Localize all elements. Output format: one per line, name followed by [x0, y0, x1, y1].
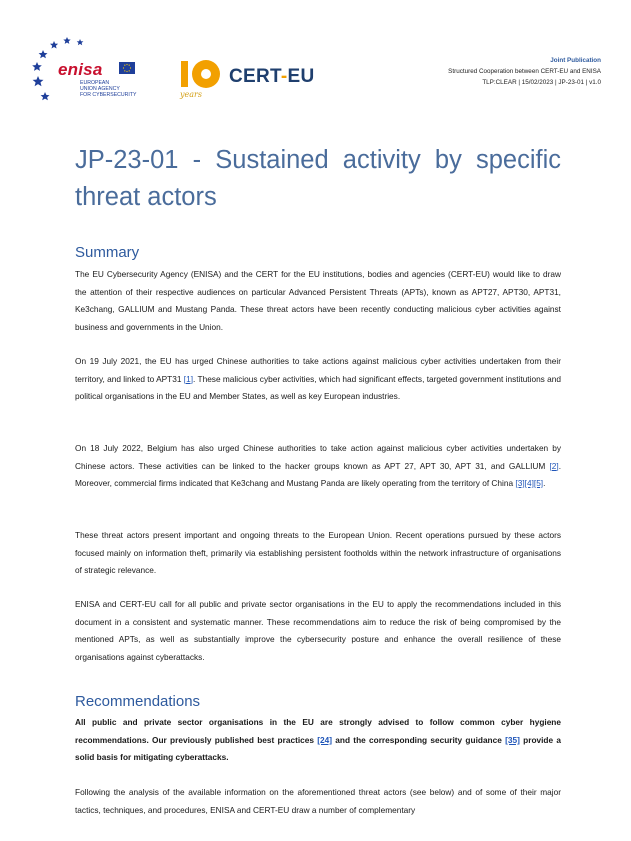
summary-heading: Summary	[75, 244, 140, 261]
enisa-wordmark: enisa	[58, 60, 103, 79]
publication-meta	[448, 55, 601, 89]
recommendations-paragraph-1: All public and private sector organisations in the EU are strongly advised to follow common cyber hygiene recommendations. Our previously published best practices [24] and the corresponding security guidance [35] provide a solid basis for mitigating cyberattacks.	[75, 717, 561, 763]
publication-cooperation: Structured Cooperation between CERT-EU and ENISA	[448, 68, 601, 76]
eu-flag-icon	[119, 62, 135, 74]
summary-paragraph-1: The EU Cybersecurity Agency (ENISA) and the CERT for the EU institutions, bodies and agencies (CERT-EU) would like to draw the attention of their respective audiences on particular Advanced Persistent Threats (APTs), known as APT27, APT30, APT31, Ke3chang, GALLIUM and Mustang Panda. These threat actors have been recently conducting malicious cyber activities against business and governments in the Union.	[75, 269, 561, 332]
publication-tlp-date-version: TLP:CLEAR | 15/02/2023 | JP-23-01 | v1.0	[482, 79, 601, 87]
summary-paragraph-4: These threat actors present important and ongoing threats to the European Union. Recent operations pursued by these actors focused mainly on information theft, primarily via establishing persistent footholds within the network infrastructure of organisations of strategic relevance.	[75, 530, 561, 576]
recommendations-paragraph-2: Following the analysis of the available information on the aforementioned threat actors (see below) and of some of their major tactics, techniques, and procedures, ENISA and CERT-EU draw a number of complementary	[75, 787, 561, 815]
reference-link-24[interactable]: [24]	[317, 734, 333, 745]
enisa-subtitle: EUROPEAN UNION AGENCY FOR CYBERSECURITY	[80, 80, 137, 99]
publication-type: Joint Publication	[550, 57, 601, 64]
document-title: JP-23-01 - Sustained activity by specific threat actors	[75, 146, 561, 211]
reference-link-3[interactable]: [3]	[515, 478, 525, 489]
reference-link-5[interactable]: [5]	[533, 478, 544, 489]
years-script: years	[180, 90, 202, 99]
summary-paragraph-5: ENISA and CERT-EU call for all public and private sector organisations in the EU to apply the recommendations included in this document in a consistent and systematic manner. These recommendations aim to reduce the risk of being compromised by the mentioned APTs, as well as substantially improve the cybersecurity posture and enhance the overall resilience of these organisations against cyberattacks.	[75, 599, 561, 662]
reference-link-4[interactable]: [4]	[524, 478, 534, 489]
reference-link-35[interactable]: [35]	[505, 734, 520, 745]
certeu-wordmark: CERT-EU	[229, 66, 315, 87]
reference-link-2[interactable]: [2]	[549, 460, 559, 471]
reference-link-1[interactable]: [1]	[183, 373, 194, 384]
recommendations-heading: Recommendations	[75, 693, 201, 710]
summary-paragraph-2: On 19 July 2021, the EU has urged Chinese authorities to take actions against malicious cyber activities undertaken from their territory, and linked to APT31 [1]. These malicious cyber activities, which had significant effects, targeted government institutions and political organisations in the EU and Member States, as well as key European industries.	[75, 356, 561, 402]
summary-paragraph-3: On 18 July 2022, Belgium has also urged Chinese authorities to take action against malicious cyber activities undertaken by Chinese actors. These activities can be linked to the hacker groups known as APT 27, APT 30, APT 31, and GALLIUM [2]. Moreover, commercial firms indicated that Ke3chang and Mustang Panda are likely operating from the territory of China [3][4][5].	[75, 443, 561, 489]
